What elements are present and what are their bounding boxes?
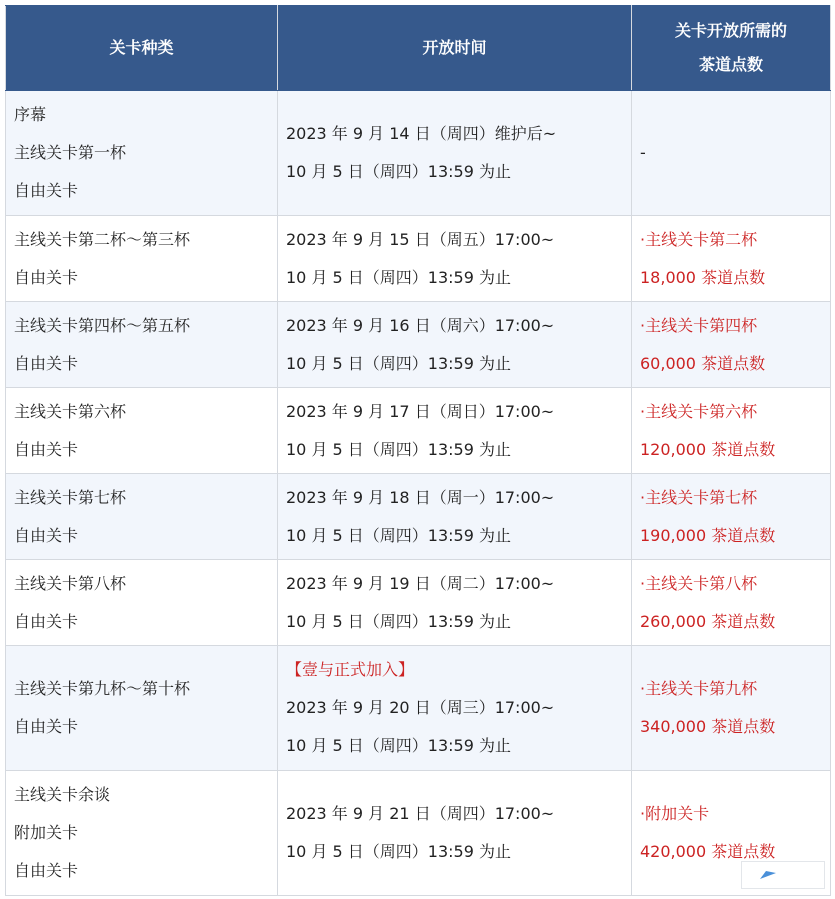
stage-type-cell bbox=[6, 216, 278, 302]
open-time-line: 2023 年 9 月 20 日（周三）17:00~ bbox=[286, 698, 555, 717]
stage-type-line: 主线关卡第八杯 bbox=[14, 573, 127, 593]
required-points-line: - bbox=[640, 143, 646, 162]
required-points-cell bbox=[632, 474, 831, 560]
stage-type-cell bbox=[6, 302, 278, 388]
header-required-points-line2: 茶道点数 bbox=[698, 55, 763, 74]
required-points-line: ·主线关卡第八杯 bbox=[640, 573, 758, 593]
header-required-points bbox=[632, 6, 831, 91]
open-time-line: 2023 年 9 月 19 日（周二）17:00~ bbox=[286, 573, 555, 593]
open-time-line: 2023 年 9 月 21 日（周四）17:00~ bbox=[286, 804, 555, 823]
stage-type-line: 自由关卡 bbox=[14, 525, 79, 545]
table-row bbox=[6, 646, 831, 771]
required-points-line: 420,000 茶道点数 bbox=[640, 842, 776, 861]
required-points-line: 60,000 茶道点数 bbox=[640, 353, 766, 373]
stage-type-line: 自由关卡 bbox=[14, 181, 79, 200]
open-time-line: 2023 年 9 月 18 日（周一）17:00~ bbox=[286, 487, 555, 507]
table-row bbox=[6, 91, 831, 216]
open-time-line: 10 月 5 日（周四）13:59 为止 bbox=[286, 439, 511, 459]
open-time-line: 10 月 5 日（周四）13:59 为止 bbox=[286, 162, 511, 181]
stage-type-line: 主线关卡第二杯～第三杯 bbox=[14, 229, 191, 249]
header-open-time-label: 开放时间 bbox=[422, 38, 487, 57]
stage-type-cell bbox=[6, 474, 278, 560]
open-time-cell bbox=[278, 646, 632, 771]
required-points-line: ·附加关卡 bbox=[640, 804, 710, 823]
stage-type-line: 自由关卡 bbox=[14, 267, 79, 287]
stage-type-line: 主线关卡余谈 bbox=[14, 785, 111, 804]
required-points-line: 260,000 茶道点数 bbox=[640, 611, 776, 631]
open-time-line: 2023 年 9 月 14 日（周四）维护后~ bbox=[286, 124, 557, 143]
header-open-time bbox=[278, 6, 632, 91]
open-time-cell bbox=[278, 216, 632, 302]
open-time-cell bbox=[278, 560, 632, 646]
stage-type-line: 主线关卡第四杯～第五杯 bbox=[14, 315, 191, 335]
stage-type-line: 主线关卡第九杯～第十杯 bbox=[14, 679, 191, 698]
required-points-cell bbox=[632, 560, 831, 646]
open-time-line: 10 月 5 日（周四）13:59 为止 bbox=[286, 525, 511, 545]
table-row bbox=[6, 388, 831, 474]
required-points-line: ·主线关卡第九杯 bbox=[640, 679, 758, 698]
open-time-line: 2023 年 9 月 15 日（周五）17:00~ bbox=[286, 229, 555, 249]
required-points-line: 340,000 茶道点数 bbox=[640, 717, 776, 736]
stage-type-line: 自由关卡 bbox=[14, 439, 79, 459]
open-time-note: 【壹与正式加入】 bbox=[286, 660, 415, 679]
open-time-cell bbox=[278, 302, 632, 388]
open-time-line: 10 月 5 日（周四）13:59 为止 bbox=[286, 611, 511, 631]
stage-type-cell bbox=[6, 560, 278, 646]
stage-type-line: 序幕 bbox=[14, 105, 47, 124]
stage-type-line: 自由关卡 bbox=[14, 611, 79, 631]
open-time-line: 2023 年 9 月 16 日（周六）17:00~ bbox=[286, 315, 555, 335]
table-row bbox=[6, 771, 831, 896]
table-row bbox=[6, 302, 831, 388]
header-row bbox=[6, 6, 831, 91]
open-time-line: 10 月 5 日（周四）13:59 为止 bbox=[286, 736, 511, 755]
required-points-line: ·主线关卡第二杯 bbox=[640, 229, 758, 249]
stage-type-line: 自由关卡 bbox=[14, 353, 79, 373]
open-time-cell bbox=[278, 474, 632, 560]
header-stage-type bbox=[6, 6, 278, 91]
required-points-line: ·主线关卡第七杯 bbox=[640, 487, 758, 507]
stage-type-line: 附加关卡 bbox=[14, 823, 79, 842]
required-points-cell bbox=[632, 646, 831, 771]
required-points-cell bbox=[632, 302, 831, 388]
stage-type-cell bbox=[6, 91, 278, 216]
open-time-line: 10 月 5 日（周四）13:59 为止 bbox=[286, 267, 511, 287]
open-time-cell bbox=[278, 771, 632, 896]
required-points-cell bbox=[632, 388, 831, 474]
stage-type-line: 主线关卡第七杯 bbox=[14, 487, 127, 507]
stage-schedule-table bbox=[5, 5, 831, 896]
required-points-line: ·主线关卡第六杯 bbox=[640, 401, 758, 421]
table-row bbox=[6, 216, 831, 302]
open-time-cell bbox=[278, 91, 632, 216]
required-points-line: 190,000 茶道点数 bbox=[640, 525, 776, 545]
play-arrow-icon bbox=[756, 865, 780, 883]
stage-type-line: 自由关卡 bbox=[14, 717, 79, 736]
table-row bbox=[6, 474, 831, 560]
stage-type-line: 主线关卡第六杯 bbox=[14, 401, 127, 421]
required-points-cell bbox=[632, 91, 831, 216]
open-time-cell bbox=[278, 388, 632, 474]
required-points-line: 120,000 茶道点数 bbox=[640, 439, 776, 459]
required-points-line: ·主线关卡第四杯 bbox=[640, 315, 758, 335]
table-row bbox=[6, 560, 831, 646]
stage-type-line: 主线关卡第一杯 bbox=[14, 143, 127, 162]
stage-type-cell bbox=[6, 388, 278, 474]
stage-type-cell bbox=[6, 771, 278, 896]
open-time-line: 2023 年 9 月 17 日（周日）17:00~ bbox=[286, 401, 555, 421]
header-stage-type-label: 关卡种类 bbox=[109, 38, 174, 57]
corner-overlay-widget[interactable] bbox=[741, 861, 825, 889]
required-points-cell bbox=[632, 216, 831, 302]
required-points-line: 18,000 茶道点数 bbox=[640, 267, 766, 287]
stage-type-cell bbox=[6, 646, 278, 771]
header-required-points-line1: 关卡开放所需的 bbox=[674, 21, 787, 40]
stage-type-line: 自由关卡 bbox=[14, 861, 79, 880]
open-time-line: 10 月 5 日（周四）13:59 为止 bbox=[286, 842, 511, 861]
open-time-line: 10 月 5 日（周四）13:59 为止 bbox=[286, 353, 511, 373]
